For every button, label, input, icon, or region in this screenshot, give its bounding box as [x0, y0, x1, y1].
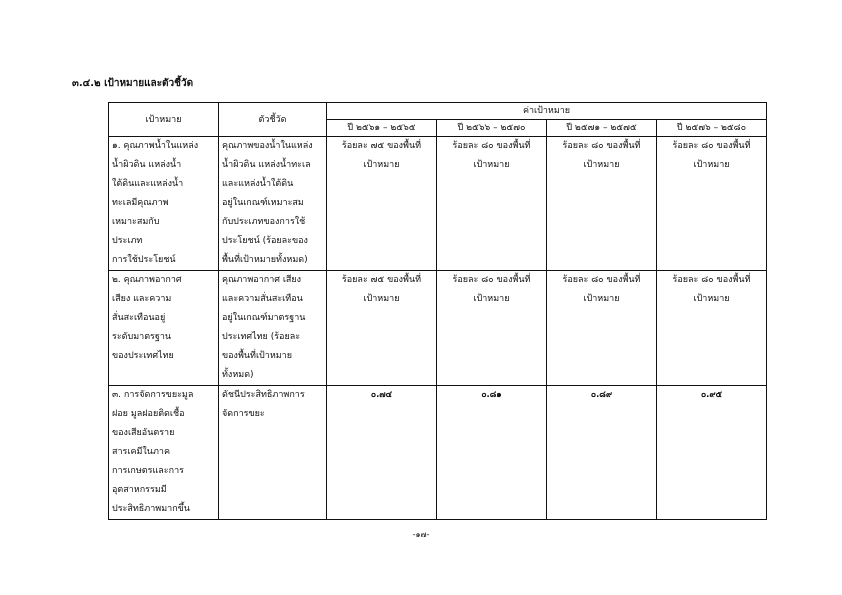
header-target-values: ค่าเป้าหมาย [327, 103, 767, 120]
target-cell: ร้อยละ ๘๐ ของพื้นที่ เป้าหมาย [657, 137, 767, 271]
header-period: ปี ๒๕๖๑ – ๒๕๖๕ [327, 120, 437, 137]
target-cell: ๐.๘๑ [437, 386, 547, 520]
target-cell: ร้อยละ ๗๕ ของพื้นที่ เป้าหมาย [327, 137, 437, 271]
target-cell: ร้อยละ ๘๐ ของพื้นที่ เป้าหมาย [437, 137, 547, 271]
target-cell: ร้อยละ ๗๕ ของพื้นที่ เป้าหมาย [327, 271, 437, 386]
header-period: ปี ๒๕๗๖ – ๒๕๘๐ [657, 120, 767, 137]
table-header-row [109, 103, 767, 120]
goal-cell: ๓. การจัดการขยะมูล ฝอย มูลฝอยติดเชื้อ ของเสียอันตราย สารเคมีในภาค การเกษตรและการ อุตสาหกรรมมี ประสิทธิภาพมากขึ้น [109, 386, 219, 520]
target-cell: ๐.๘๙ [547, 386, 657, 520]
target-cell: ร้อยละ ๘๐ ของพื้นที่ เป้าหมาย [657, 271, 767, 386]
header-period: ปี ๒๕๖๖ – ๒๕๗๐ [437, 120, 547, 137]
target-cell: ๐.๗๔ [327, 386, 437, 520]
table-row [109, 137, 767, 271]
target-cell: ร้อยละ ๘๐ ของพื้นที่ เป้าหมาย [437, 271, 547, 386]
section-heading: ๓.๔.๒ เป้าหมายและตัวชี้วัด [72, 78, 194, 89]
goal-cell: ๒. คุณภาพอากาศ เสียง และความ สั่นสะเทือนอยู่ ระดับมาตรฐาน ของประเทศไทย [109, 271, 219, 386]
header-indicator: ตัวชี้วัด [219, 103, 327, 137]
target-cell: ร้อยละ ๘๐ ของพื้นที่ เป้าหมาย [547, 137, 657, 271]
table-row [109, 271, 767, 386]
header-goal: เป้าหมาย [109, 103, 219, 137]
header-period: ปี ๒๕๗๑ – ๒๕๗๕ [547, 120, 657, 137]
target-cell: ๐.๙๕ [657, 386, 767, 520]
goals-indicators-table [108, 102, 767, 520]
indicator-cell: คุณภาพอากาศ เสียง และความสั่นสะเทือน อยู่ในเกณฑ์มาตรฐาน ประเทศไทย (ร้อยละ ของพื้นที่เป้าหมาย ทั้งหมด) [219, 271, 327, 386]
goal-cell: ๑. คุณภาพน้ำในแหล่ง น้ำผิวดิน แหล่งน้ำ ใต้ดินและแหล่งน้ำ ทะเลมีคุณภาพ เหมาะสมกับ ประเภท การใช้ประโยชน์ [109, 137, 219, 271]
target-cell: ร้อยละ ๘๐ ของพื้นที่ เป้าหมาย [547, 271, 657, 386]
indicator-cell: ดัชนีประสิทธิภาพการ จัดการขยะ [219, 386, 327, 520]
indicator-cell: คุณภาพของน้ำในแหล่ง น้ำผิวดิน แหล่งน้ำทะเล และแหล่งน้ำใต้ดิน อยู่ในเกณฑ์เหมาะสม กับประเภทของการใช้ ประโยชน์ (ร้อยละของ พื้นที่เป้าหมายทั้งหมด) [219, 137, 327, 271]
table-row [109, 386, 767, 520]
page-number: -๑๗- [412, 530, 430, 539]
